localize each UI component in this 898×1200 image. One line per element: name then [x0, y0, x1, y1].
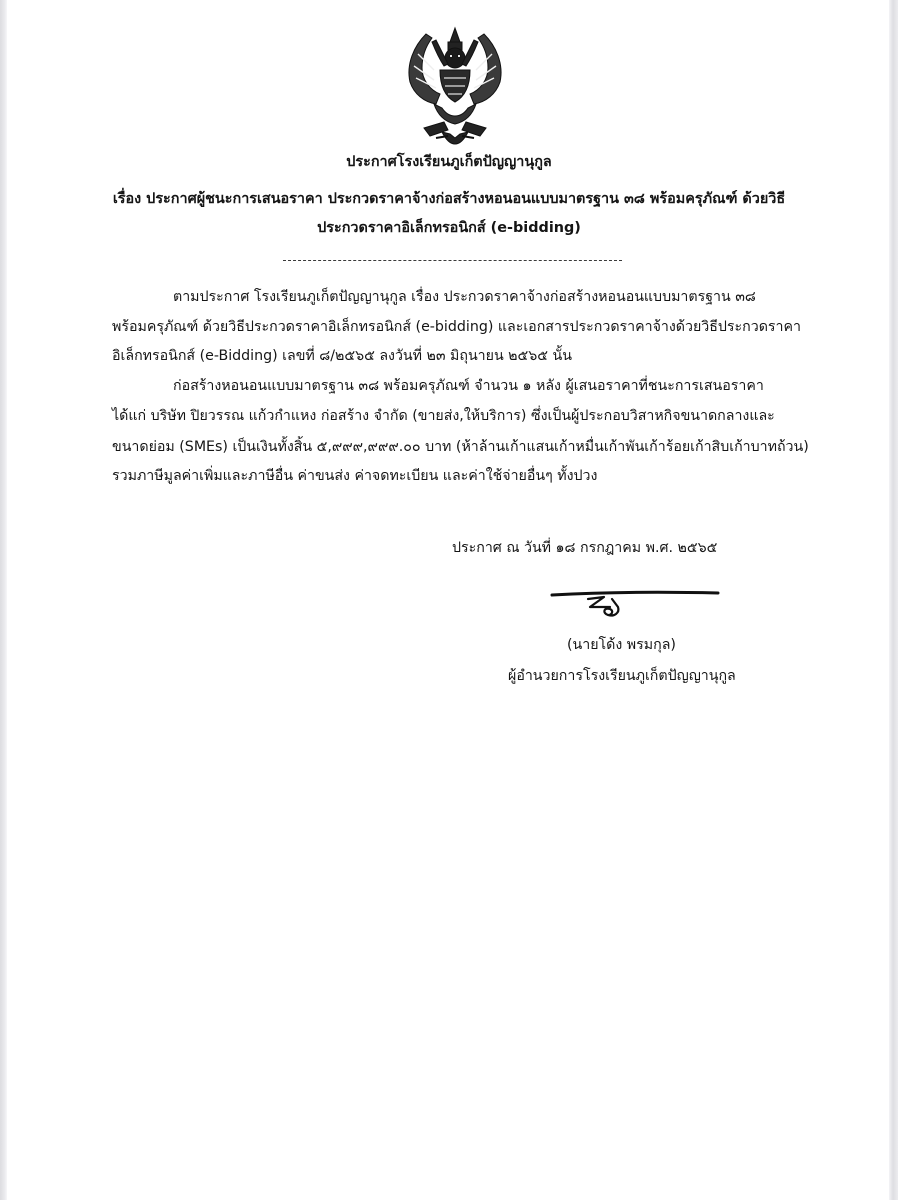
paragraph-1-line-2: พร้อมครุภัณฑ์ ด้วยวิธีประกวดราคาอิเล็กทรอนิกส์ (e-bidding) และเอกสารประกวดราคาจ้างด้วยวิธีประกวดราคา	[112, 319, 801, 335]
signer-name: (นายโด้ง พรมกุล)	[567, 637, 676, 653]
signature-icon	[548, 585, 723, 627]
paragraph-1-line-1: ตามประกาศ โรงเรียนภูเก็ตปัญญานุกูล เรื่อง ประกวดราคาจ้างก่อสร้างหอนอนแบบมาตรฐาน ๓๘	[173, 289, 756, 305]
document-page	[7, 0, 889, 1200]
signer-position: ผู้อำนวยการโรงเรียนภูเก็ตปัญญานุกูล	[508, 668, 736, 684]
paragraph-2-line-2: ได้แก่ บริษัท ปิยวรรณ แก้วกำแหง ก่อสร้าง จำกัด (ขายส่ง,ให้บริการ) ซึ่งเป็นผู้ประกอบวิสาหกิจขนาดกลางและ	[112, 408, 775, 424]
announcement-issuer: ประกาศโรงเรียนภูเก็ตปัญญานุกูล	[346, 154, 552, 170]
paragraph-2-line-3: ขนาดย่อม (SMEs) เป็นเงินทั้งสิ้น ๕,๙๙๙,๙๙๙.๐๐ บาท (ห้าล้านเก้าแสนเก้าหมื่นเก้าพันเก้าร้อยเก้าสิบเก้าบาทถ้วน)	[112, 439, 809, 455]
announcement-subject-line-2: ประกวดราคาอิเล็กทรอนิกส์ (e-bidding)	[317, 220, 581, 236]
paragraph-1-line-3: อิเล็กทรอนิกส์ (e-Bidding) เลขที่ ๘/๒๕๖๕ ลงวันที่ ๒๓ มิถุนายน ๒๕๖๕ นั้น	[112, 348, 572, 364]
announcement-subject-line-1: เรื่อง ประกาศผู้ชนะการเสนอราคา ประกวดราคาจ้างก่อสร้างหอนอนแบบมาตรฐาน ๓๘ พร้อมครุภัณฑ์ ด้วยวิธี	[112, 191, 786, 207]
page-edge-right	[889, 0, 898, 1200]
title-divider	[283, 260, 622, 261]
announcement-date: ประกาศ ณ วันที่ ๑๘ กรกฎาคม พ.ศ. ๒๕๖๕	[452, 540, 718, 556]
page-edge-left	[0, 0, 7, 1200]
paragraph-2-line-1: ก่อสร้างหอนอนแบบมาตรฐาน ๓๘ พร้อมครุภัณฑ์ จำนวน ๑ หลัง ผู้เสนอราคาที่ชนะการเสนอราคา	[173, 378, 764, 394]
garuda-emblem-icon	[396, 24, 514, 148]
paragraph-2-line-4: รวมภาษีมูลค่าเพิ่มและภาษีอื่น ค่าขนส่ง ค่าจดทะเบียน และค่าใช้จ่ายอื่นๆ ทั้งปวง	[112, 468, 598, 484]
